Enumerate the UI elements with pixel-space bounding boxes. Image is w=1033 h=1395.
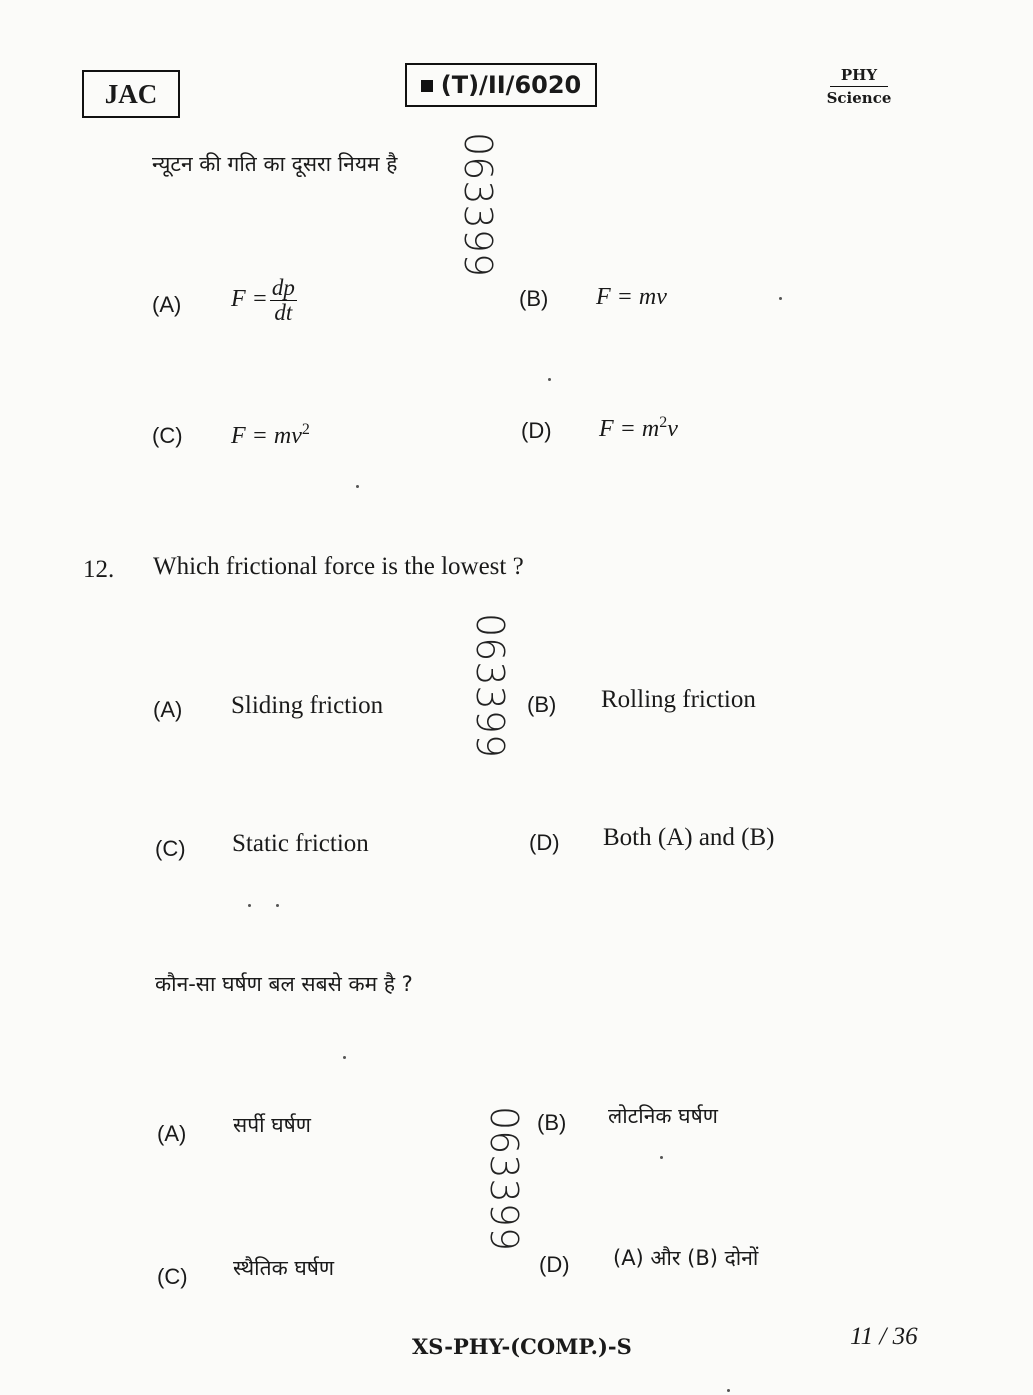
scan-speck [548,378,551,381]
q12-option-c-label: (C) [155,836,186,861]
q11-option-c-formula [231,421,310,450]
q12-number: 12. [83,556,115,583]
q12-option-b-label: (B) [527,692,557,717]
footer-code: XS-PHY-(COMP.)-S [412,1334,632,1359]
q11-option-d-tail: v [667,416,678,442]
scan-speck [660,1156,663,1159]
paper-code: (T)/II/6020 [440,71,582,99]
fraction-numerator: dp [271,275,295,300]
q12-option-a-text: Sliding friction [231,692,384,719]
q12-question: Which frictional force is the lowest ? [153,553,524,580]
q11-option-b-formula: F = mv [596,284,667,310]
serial-code-2: 063399 [468,613,512,759]
q11-option-d-exponent: 2 [659,414,668,431]
q12h-option-d-label: (D) [539,1252,570,1277]
q12h-option-a-label: (A) [157,1121,187,1146]
serial-code-3: 063399 [482,1106,526,1252]
serial-code-1: 063399 [456,132,500,278]
scan-speck [248,904,251,907]
q12-option-d-text: Both (A) and (B) [603,824,775,851]
q11-option-b-label: (B) [519,286,549,311]
q11-option-a-lhs: F = [231,286,268,313]
paper-code-box [405,63,597,107]
q11-option-c-base: F = mv [231,423,302,449]
q12h-option-c-label: (C) [157,1264,188,1289]
q11-option-c-label: (C) [152,423,183,448]
q11-option-d-formula [599,414,678,443]
q11-option-a-label: (A) [152,292,182,317]
q11-option-c-exponent: 2 [301,421,310,438]
scan-speck [779,297,782,300]
jac-box: JAC [82,70,180,118]
q11-option-d-label: (D) [521,418,552,443]
subject-bottom: Science [826,89,892,107]
fraction-denominator: dt [274,300,293,325]
subject-top: PHY [830,66,888,87]
q11-option-d-base: F = m [599,416,660,442]
scan-speck [356,485,359,488]
q12-option-a-label: (A) [153,697,183,722]
q12-option-d-label: (D) [529,830,560,855]
scan-speck [276,904,279,907]
q12h-option-a-text: सर्पी घर्षण [233,1113,311,1137]
q12-option-c-text: Static friction [232,830,369,857]
scan-speck [343,1056,346,1059]
q11-option-a-formula [231,276,297,325]
q12-hindi-question: कौन-सा घर्षण बल सबसे कम है ? [155,972,413,996]
square-bullet-icon [421,80,433,92]
subject-label [818,66,900,107]
q12h-option-b-text: लोटनिक घर्षण [608,1104,718,1128]
q12h-option-b-label: (B) [537,1110,567,1135]
scan-speck [727,1389,730,1392]
q12-option-b-text: Rolling friction [601,686,756,713]
q12h-option-d-text: (A) और (B) दोनों [613,1246,759,1270]
q12h-option-c-text: स्थैतिक घर्षण [233,1256,335,1280]
fraction-dp-dt [270,276,297,325]
page-number: 11 / 36 [850,1323,918,1350]
q11-hindi-question: न्यूटन की गति का दूसरा नियम है [152,152,398,176]
